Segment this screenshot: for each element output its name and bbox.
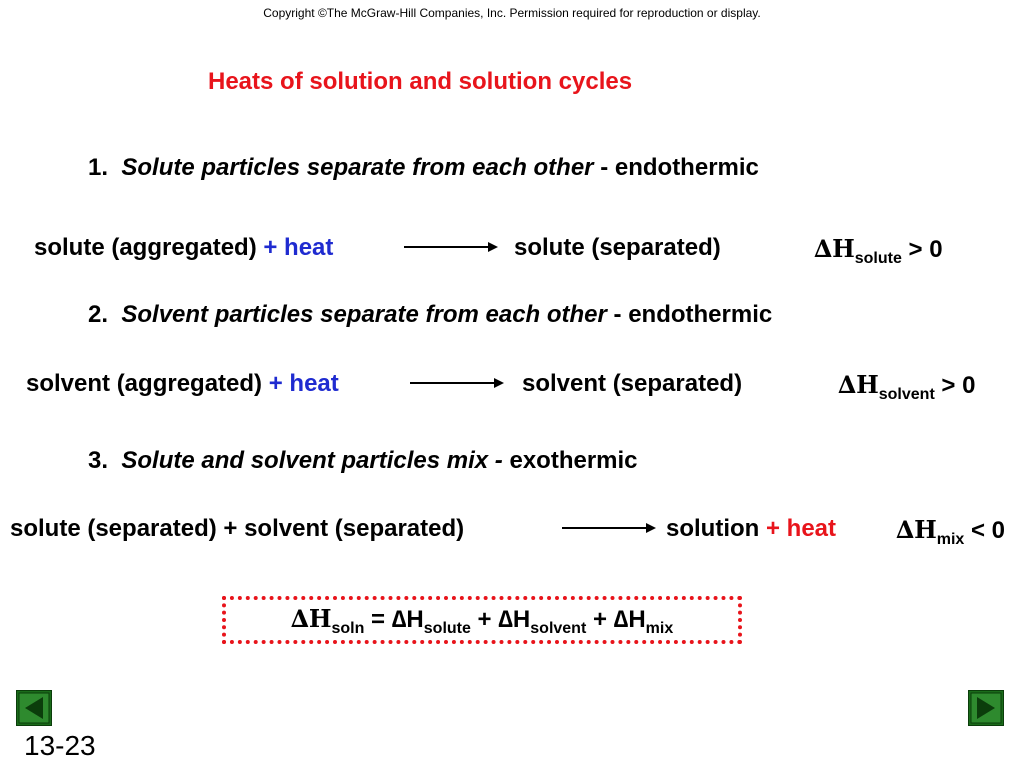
step-3-product xyxy=(666,515,836,543)
slide-title: Heats of solution and solution cycles xyxy=(208,68,633,95)
step-1-number: 1. xyxy=(88,154,109,181)
summary-term-solvent: + ∆H xyxy=(470,606,531,633)
step-2-delta-h-sub: solvent xyxy=(878,386,935,403)
step-3-number: 3. xyxy=(88,447,109,474)
step-1-type: - endothermic xyxy=(593,154,759,181)
summary-sub-solvent: solvent xyxy=(530,620,587,637)
step-1-heading xyxy=(88,154,759,182)
summary-sub-soln: soln xyxy=(331,620,365,637)
step-2-equation-left xyxy=(26,370,339,398)
step-3-heading xyxy=(88,447,638,475)
step-1-delta-h-sub: solute xyxy=(854,250,902,267)
step-3-enthalpy xyxy=(896,515,1006,548)
step-1-enthalpy xyxy=(814,234,943,267)
step-3-heat: + heat xyxy=(765,515,837,542)
copyright-notice: Copyright ©The McGraw-Hill Companies, Inc. Permission required for reproduction or display. xyxy=(263,6,761,20)
slide-number: 13-23 xyxy=(24,730,96,761)
step-2-enthalpy xyxy=(838,370,976,403)
step-1-reactant: solute (aggregated) xyxy=(34,234,264,261)
triangle-left-icon xyxy=(17,691,51,725)
summary-sub-solute: solute xyxy=(423,620,471,637)
previous-slide-button[interactable] xyxy=(16,690,52,726)
step-3-solution: solution xyxy=(666,515,766,542)
step-2-heading xyxy=(88,301,772,329)
step-3-reactants: solute (separated) + solvent (separated) xyxy=(10,515,465,542)
step-3-type: exothermic xyxy=(502,447,638,474)
step-1-delta-h: ∆H xyxy=(814,234,855,263)
step-1-product: solute (separated) xyxy=(514,234,721,261)
summary-term-mix: + ∆H xyxy=(586,606,646,633)
step-1-heat: + heat xyxy=(263,234,334,261)
summary-equation xyxy=(228,604,736,637)
step-2-delta-h: ∆H xyxy=(838,370,879,399)
step-3-delta-h: ∆H xyxy=(896,515,937,544)
step-2-type: - endothermic xyxy=(606,301,773,328)
step-2-description: Solvent particles separate from each other xyxy=(121,301,607,328)
step-2-reactant: solvent (aggregated) xyxy=(26,370,269,397)
step-2-delta-h-sign: > 0 xyxy=(934,372,976,399)
step-1-equation-left xyxy=(34,234,333,262)
step-1-arrow-icon xyxy=(404,238,498,256)
step-2-arrow-icon xyxy=(410,374,504,392)
summary-term-soln: ∆H xyxy=(290,604,332,633)
step-3-description: Solute and solvent particles mix - xyxy=(121,447,503,474)
step-2-product: solvent (separated) xyxy=(522,370,743,397)
step-1-delta-h-sign: > 0 xyxy=(901,236,943,263)
step-2-number: 2. xyxy=(88,301,109,328)
step-3-arrow-icon xyxy=(562,519,656,537)
summary-term-solute: = ∆H xyxy=(364,606,424,633)
summary-sub-mix: mix xyxy=(645,620,674,637)
step-2-heat: + heat xyxy=(268,370,339,397)
next-slide-button[interactable] xyxy=(968,690,1004,726)
triangle-right-icon xyxy=(969,691,1003,725)
step-3-delta-h-sign: < 0 xyxy=(964,517,1006,544)
step-1-description: Solute particles separate from each other xyxy=(121,154,594,181)
step-3-delta-h-sub: mix xyxy=(936,531,965,548)
